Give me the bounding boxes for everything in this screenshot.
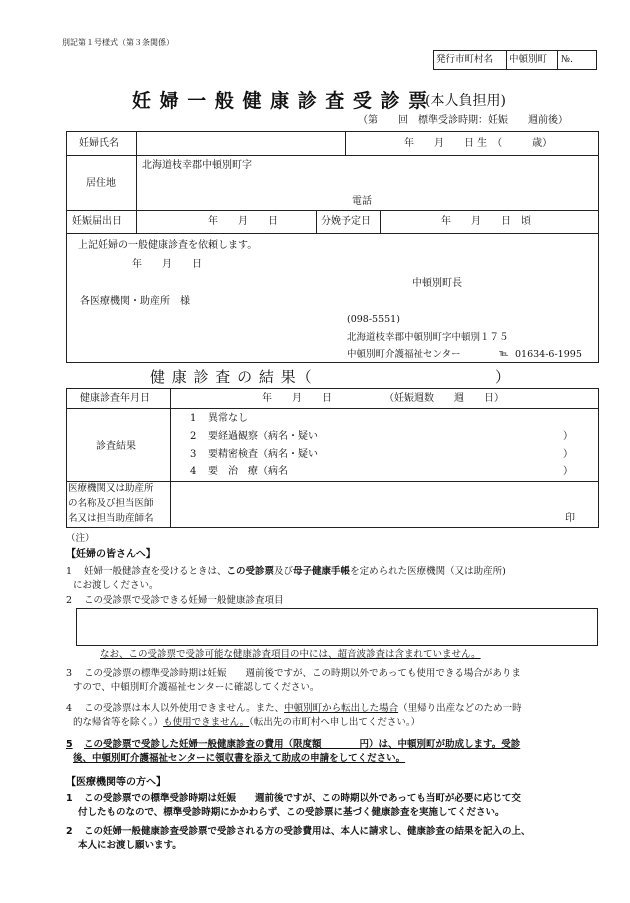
results-heading: 健 康 診 査 の 結 果（ [150, 368, 313, 386]
municipality-value: 中頓別町 [509, 54, 548, 65]
result-item-number: 3 [190, 449, 197, 460]
pregnant-item-5: この受診票で受診した妊婦一般健康診査の費用（限度額 円）は、中頓別町が助成します。受診 [84, 739, 521, 750]
pregnant-item-1-cont: にお渡しください。 [73, 580, 159, 591]
center-address: 北海道枝幸郡中頓別町字中頓別１７５ [347, 332, 509, 343]
result-item-close: ） [563, 466, 573, 477]
birth-date-field: 年 月 日 生 （ 歳） [404, 138, 553, 149]
pregnant-item-4: この受診票は本人以外使用できません。また、中頓別町から転出した場合（里帰り出産などのため一時 [84, 703, 522, 714]
pregnant-item-number: 4 [66, 703, 73, 714]
due-date-label: 分娩予定日 [321, 216, 371, 227]
ultrasound-note: なお、この受診票で受診可能な健康診査項目の中には、超音波診査は含まれていません。 [100, 649, 481, 660]
address-value: 北海道枝幸郡中頓別町字 [142, 160, 252, 171]
pregnant-item-2: この受診票で受診できる妊婦一般健康診査項目 [84, 595, 284, 606]
phone-label: 電話 [352, 196, 372, 207]
pregnant-item-number: 3 [66, 668, 73, 679]
note-label: （注） [66, 533, 95, 544]
result-item-close: ） [563, 449, 573, 460]
medical-item-1: この受診票での標準受診時期は妊娠 週前後ですが、この時期以外であっても当町が必要に応じて交 [84, 793, 521, 804]
exam-date-label: 健康診査年月日 [80, 393, 150, 404]
address-label: 居住地 [86, 178, 116, 189]
result-item-number: 4 [190, 466, 197, 477]
pregnancy-report-label: 妊娠届出日 [72, 216, 122, 227]
medical-item-number: 1 [66, 793, 73, 804]
exam-items-box [76, 608, 598, 646]
results-heading-close: ） [495, 368, 511, 386]
form-number: 別記第１号様式（第３条関係） [62, 38, 174, 47]
request-text: 上記妊婦の一般健康診査を依頼します。 [78, 240, 258, 251]
exam-date-value: 年 月 日 [262, 393, 332, 404]
result-item-number: 1 [190, 413, 197, 424]
result-label: 診査結果 [96, 441, 136, 452]
session-line: （第 回 標準受診時期：妊娠 週前後） [358, 115, 568, 126]
result-item-text: 要精密検査（病名・疑い [208, 449, 318, 460]
result-item-text: 要経過観察（病名・疑い [208, 431, 318, 442]
seal-mark: 印 [565, 513, 575, 524]
pregnant-item-number: 1 [66, 566, 73, 577]
medical-item-2: この妊婦一般健康診査受診票で受診される方の受診費用は、本人に請求し、健康診査の結果を記入の上、 [84, 826, 531, 837]
tel-label: ℡ [499, 349, 509, 359]
pregnant-item-5-cont: 後、中頓別町介護福祉センターに領収書を添えて助成の申請をしてください。 [73, 753, 406, 764]
municipality-label: 発行市町村名 [436, 54, 494, 65]
page-subtitle: (本人負担用) [425, 93, 506, 109]
pregnant-section-heading: 【妊婦の皆さんへ】 [66, 549, 156, 560]
pregnant-item-4-cont: 的な帰省等を除く。）も使用できません。（転出先の市町村へ申し出てください。） [73, 717, 421, 728]
result-item-text: 要 治 療（病名 [208, 466, 288, 477]
result-item-number: 2 [190, 431, 197, 442]
facility-label: 名又は担当助産師名 [68, 513, 154, 524]
pregnant-item-3: この受診票の標準受診時期は妊娠 週前後ですが、この時期以外であっても使用できる場合がありま [84, 668, 521, 679]
center-phone: 01634-6-1995 [515, 349, 582, 360]
medical-item-2-cont: 本人にお渡し願います。 [78, 840, 182, 851]
pregnant-item-3-cont: すので、中頓別町介護福祉センターに確認してください。 [73, 682, 320, 693]
mayor-label: 中頓別町長 [412, 278, 462, 289]
page-title: 妊 婦 一 般 健 康 診 査 受 診 票 [132, 90, 429, 112]
pregnant-item-1: 妊婦一般健診査を受けるときは、この受診票及び母子健康手帳を定められた医療機関（又は助産所) [84, 566, 506, 577]
number-label: №. [561, 54, 574, 65]
due-date-value: 年 月 日 頃 [441, 216, 531, 227]
request-date: 年 月 日 [132, 259, 202, 270]
pregnant-item-number: 5 [66, 739, 73, 750]
medical-section-heading: 【医療機関等の方へ】 [66, 777, 166, 788]
result-item-close: ） [563, 431, 573, 442]
facility-label: 医療機関又は助産所 [68, 483, 154, 494]
pregnant-item-number: 2 [66, 595, 73, 606]
pregnancy-weeks: （妊娠週数 週 日） [384, 393, 504, 404]
recipient-label: 各医療機関・助産所 様 [80, 296, 190, 307]
medical-item-number: 2 [66, 826, 73, 837]
pregnancy-report-date: 年 月 日 [208, 216, 278, 227]
medical-item-1-cont: 付したものなので、標準受診時期にかかわらず、この受診票に基づく健康診査を実施してください。 [78, 807, 505, 818]
facility-label: の名称及び担当医師 [68, 498, 154, 509]
center-name: 中頓別町介護福祉センター [347, 349, 461, 360]
postal-code: (098-5551) [347, 314, 400, 325]
name-label: 妊婦氏名 [79, 138, 119, 149]
result-item-text: 異常なし [208, 413, 248, 424]
